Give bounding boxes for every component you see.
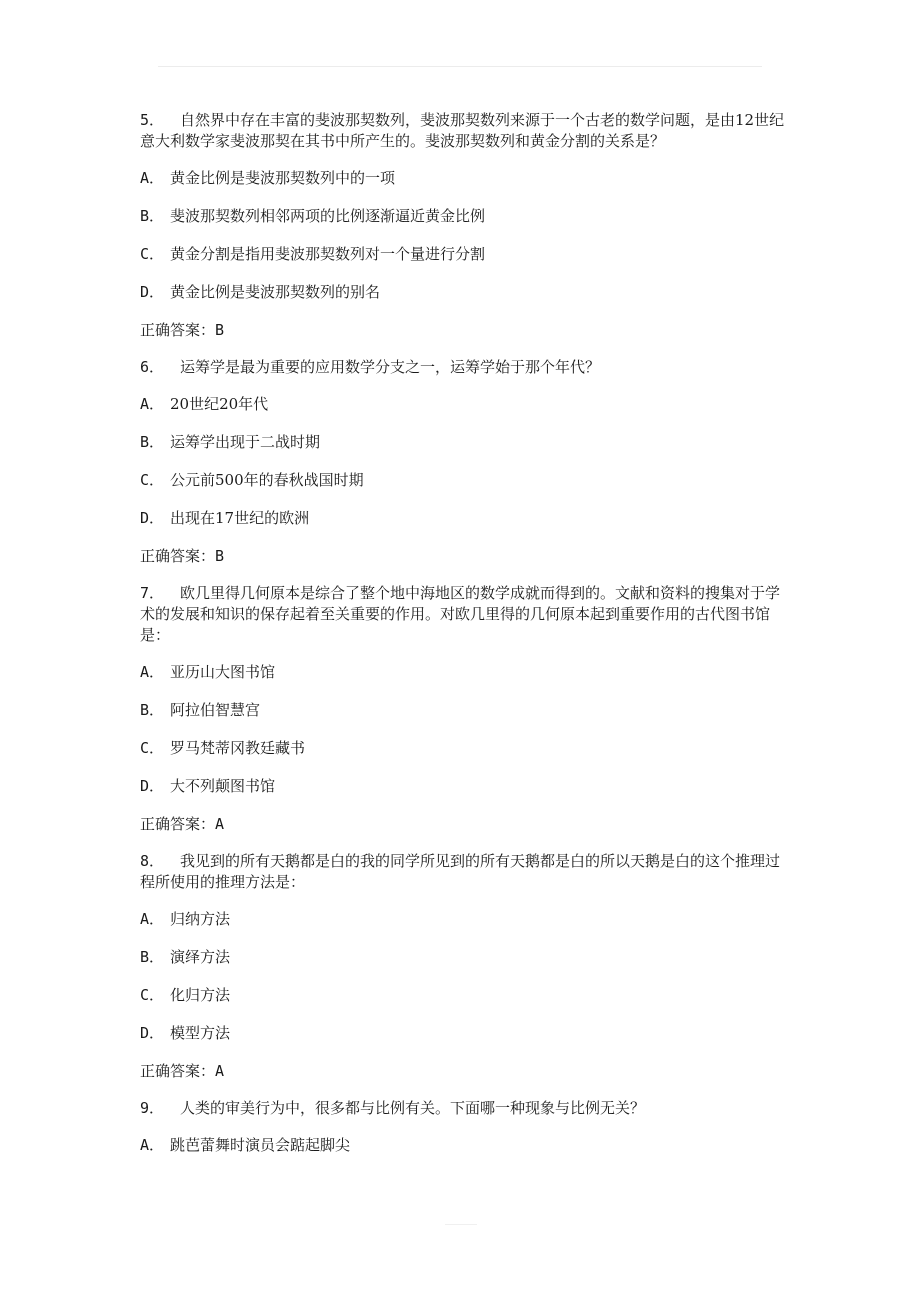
question-list xyxy=(140,110,790,1173)
page-footer-mark xyxy=(445,1224,477,1225)
option-letter: D． xyxy=(140,1024,165,1042)
question-7 xyxy=(140,583,790,646)
option-letter: D． xyxy=(140,777,165,795)
option-c xyxy=(140,985,790,1006)
option-letter: B． xyxy=(140,433,165,451)
option-text: 演绎方法 xyxy=(170,948,231,966)
option-text: 黄金比例是斐波那契数列的别名 xyxy=(170,283,381,301)
option-b xyxy=(140,432,790,453)
option-letter: A． xyxy=(140,910,165,928)
question-number: 5． xyxy=(140,111,165,129)
option-text: 阿拉伯智慧宫 xyxy=(170,701,261,719)
answer-label: 正确答案： xyxy=(140,815,216,833)
answer-value: B xyxy=(215,547,225,565)
option-letter: D． xyxy=(140,283,165,301)
question-text: 运筹学是最为重要的应用数学分支之一，运筹学始于那个年代？ xyxy=(180,358,601,376)
question-text: 我见到的所有天鹅都是白的我的同学所见到的所有天鹅都是白的所以天鹅是白的这个推理过程所使用的推理方法是： xyxy=(140,852,781,891)
option-d xyxy=(140,1023,790,1044)
question-number: 9． xyxy=(140,1099,165,1117)
option-text: 公元前500年的春秋战国时期 xyxy=(170,471,364,489)
option-letter: C． xyxy=(140,986,165,1004)
correct-answer xyxy=(140,320,790,341)
question-5 xyxy=(140,110,790,152)
answer-value: A xyxy=(215,815,225,833)
correct-answer xyxy=(140,1061,790,1082)
option-a xyxy=(140,1135,790,1156)
option-c xyxy=(140,244,790,265)
question-8 xyxy=(140,851,790,893)
question-number: 7． xyxy=(140,584,165,602)
option-text: 大不列颠图书馆 xyxy=(170,777,276,795)
question-text: 自然界中存在丰富的斐波那契数列，斐波那契数列来源于一个古老的数学问题，是由12世纪意大利数学家斐波那契在其书中所产生的。斐波那契数列和黄金分割的关系是？ xyxy=(140,111,785,150)
answer-label: 正确答案： xyxy=(140,547,216,565)
option-text: 出现在17世纪的欧洲 xyxy=(170,509,310,527)
option-a xyxy=(140,394,790,415)
option-letter: A． xyxy=(140,169,165,187)
option-letter: C． xyxy=(140,471,165,489)
option-letter: B． xyxy=(140,948,165,966)
question-9 xyxy=(140,1098,790,1119)
answer-label: 正确答案： xyxy=(140,321,216,339)
answer-value: B xyxy=(215,321,225,339)
option-text: 罗马梵蒂冈教廷藏书 xyxy=(170,739,306,757)
question-number: 8． xyxy=(140,852,165,870)
option-letter: C． xyxy=(140,245,165,263)
page-header-rule xyxy=(158,66,762,67)
answer-value: A xyxy=(215,1062,225,1080)
option-text: 20世纪20年代 xyxy=(170,395,269,413)
option-letter: B． xyxy=(140,207,165,225)
question-number: 6． xyxy=(140,358,165,376)
option-b xyxy=(140,700,790,721)
option-d xyxy=(140,776,790,797)
option-letter: A． xyxy=(140,395,165,413)
option-text: 黄金比例是斐波那契数列中的一项 xyxy=(170,169,396,187)
correct-answer xyxy=(140,814,790,835)
option-b xyxy=(140,206,790,227)
option-a xyxy=(140,662,790,683)
option-c xyxy=(140,470,790,491)
option-a xyxy=(140,168,790,189)
option-d xyxy=(140,282,790,303)
question-6 xyxy=(140,357,790,378)
option-letter: C． xyxy=(140,739,165,757)
answer-label: 正确答案： xyxy=(140,1062,216,1080)
option-d xyxy=(140,508,790,529)
question-text: 欧几里得几何原本是综合了整个地中海地区的数学成就而得到的。文献和资料的搜集对于学术的发展和知识的保存起着至关重要的作用。对欧几里得的几何原本起到重要作用的古代图书馆是： xyxy=(140,584,781,644)
option-letter: A． xyxy=(140,663,165,681)
option-text: 归纳方法 xyxy=(170,910,231,928)
option-b xyxy=(140,947,790,968)
option-letter: B． xyxy=(140,701,165,719)
option-text: 运筹学出现于二战时期 xyxy=(170,433,321,451)
option-text: 模型方法 xyxy=(170,1024,231,1042)
option-text: 黄金分割是指用斐波那契数列对一个量进行分割 xyxy=(170,245,486,263)
option-text: 亚历山大图书馆 xyxy=(170,663,276,681)
option-letter: D． xyxy=(140,509,165,527)
correct-answer xyxy=(140,546,790,567)
option-text: 化归方法 xyxy=(170,986,231,1004)
option-c xyxy=(140,738,790,759)
option-a xyxy=(140,909,790,930)
question-text: 人类的审美行为中，很多都与比例有关。下面哪一种现象与比例无关？ xyxy=(180,1099,646,1117)
option-letter: A． xyxy=(140,1136,165,1154)
option-text: 斐波那契数列相邻两项的比例逐渐逼近黄金比例 xyxy=(170,207,486,225)
option-text: 跳芭蕾舞时演员会踮起脚尖 xyxy=(170,1136,351,1154)
